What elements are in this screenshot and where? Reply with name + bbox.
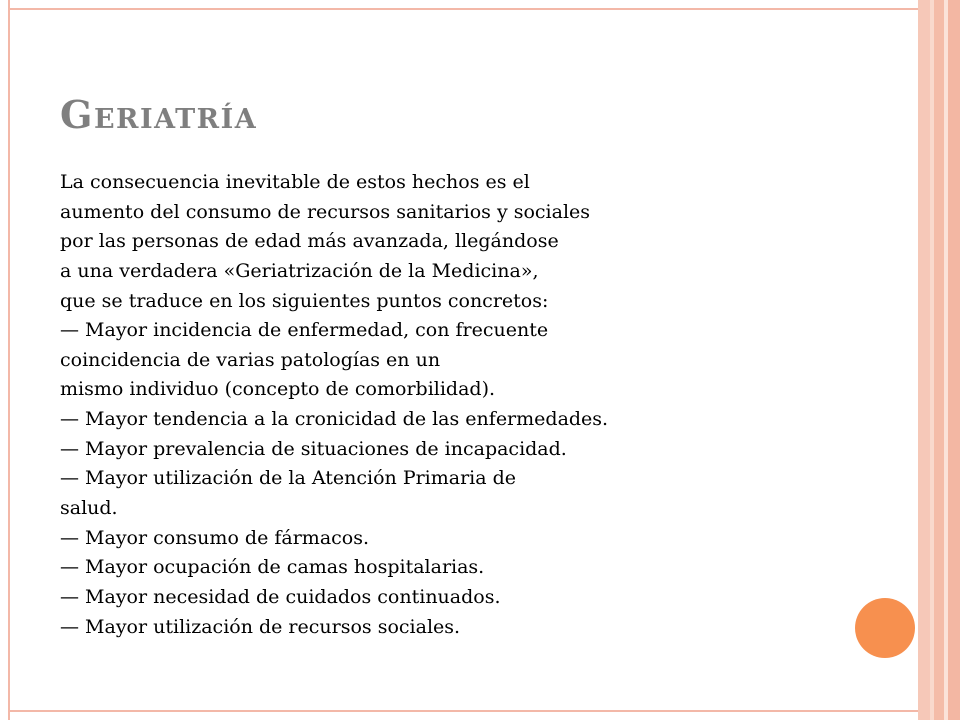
text-line: a una verdadera «Geriatrización de la Medicina»,: [60, 259, 539, 282]
text-line: — Mayor prevalencia de situaciones de incapacidad.: [60, 437, 567, 460]
frame-top-border: [8, 8, 920, 10]
decorative-circle: [855, 598, 915, 658]
text-line: — Mayor utilización de la Atención Primaria de: [60, 467, 517, 490]
text-line: coincidencia de varias patologías en un: [60, 348, 441, 371]
text-line: — Mayor ocupación de camas hospitalarias.: [60, 556, 485, 579]
text-line: — Mayor tendencia a la cronicidad de las enfermedades.: [60, 408, 609, 431]
text-line: por las personas de edad más avanzada, llegándose: [60, 230, 559, 253]
decorative-stripe: [918, 0, 930, 720]
text-line: que se traduce en los siguientes puntos concretos:: [60, 289, 549, 312]
text-line: — Mayor utilización de recursos sociales.: [60, 615, 461, 638]
slide-body: [60, 168, 840, 642]
text-line: — Mayor necesidad de cuidados continuados.: [60, 585, 501, 608]
decorative-stripe: [948, 0, 960, 720]
text-line: aumento del consumo de recursos sanitarios y sociales: [60, 200, 591, 223]
text-line: — Mayor consumo de fármacos.: [60, 526, 370, 549]
text-line: salud.: [60, 497, 118, 520]
text-line: mismo individuo (concepto de comorbilidad).: [60, 378, 496, 401]
frame-left-border: [8, 0, 10, 720]
text-line: — Mayor incidencia de enfermedad, con frecuente: [60, 319, 549, 342]
slide-title: Geriatría: [60, 92, 258, 137]
frame-bottom-border: [8, 710, 920, 712]
decorative-stripe: [934, 0, 944, 720]
text-line: La consecuencia inevitable de estos hechos es el: [60, 171, 530, 193]
